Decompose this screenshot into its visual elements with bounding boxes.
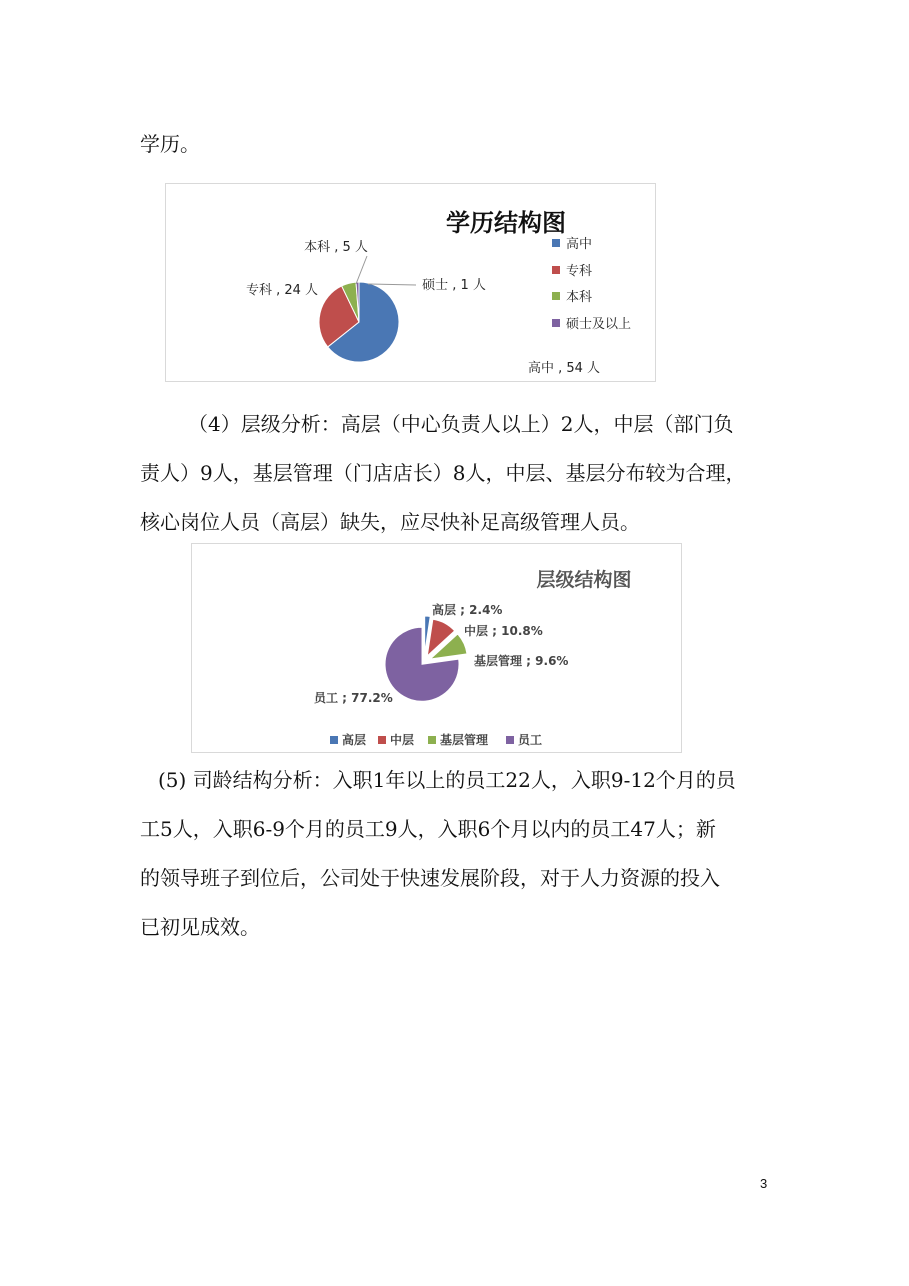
- education-legend: [552, 236, 631, 332]
- level-pie: [385, 616, 467, 701]
- paragraph-line: 责人）9人，基层管理（门店店长）8人，中层、基层分布较为合理，: [140, 461, 746, 485]
- legend-swatch-gaoceng: [330, 736, 338, 744]
- data-label-gaoceng: 高层 ; 2.4%: [432, 603, 503, 617]
- education-chart-title: 学历结构图: [446, 209, 566, 237]
- level-legend: [330, 732, 542, 747]
- pie-slice-yuangong: [385, 627, 459, 701]
- intro-text: [140, 120, 780, 169]
- legend-swatch-yuangong: [506, 736, 514, 744]
- education-pie: [319, 282, 399, 362]
- level-analysis-paragraph: [140, 400, 780, 547]
- legend-label-gaozhong: 高中: [566, 237, 593, 252]
- legend-swatch-zhuanke: [552, 266, 560, 274]
- data-label-jiceng: 基层管理 ; 9.6%: [474, 654, 569, 668]
- education-chart-svg: [166, 184, 655, 381]
- legend-label-jiceng: 基层管理: [440, 733, 489, 747]
- legend-swatch-benke: [552, 292, 560, 300]
- paragraph-line: 已初见成效。: [140, 915, 260, 939]
- paragraph-line: （4）层级分析：高层（中心负责人以上）2人，中层（部门负: [188, 412, 734, 436]
- legend-swatch-gaozhong: [552, 239, 560, 247]
- intro-line: 学历。: [140, 132, 200, 156]
- level-chart: [191, 543, 682, 753]
- leader-line-shuoshi: [368, 284, 416, 285]
- data-label-shuoshi: 硕士 , 1 人: [422, 278, 486, 293]
- paragraph-line: 的领导班子到位后，公司处于快速发展阶段，对于人力资源的投入: [140, 866, 720, 890]
- legend-label-zhongceng: 中层: [390, 733, 415, 747]
- paragraph-line: 核心岗位人员（高层）缺失，应尽快补足高级管理人员。: [140, 510, 640, 534]
- legend-label-gaoceng: 高层: [342, 733, 367, 747]
- data-label-zhongceng: 中层 ; 10.8%: [464, 624, 543, 638]
- legend-label-shuoshi: 硕士及以上: [566, 317, 632, 332]
- paragraph-line: (5) 司龄结构分析：入职1年以上的员工22人，入职9-12个月的员: [158, 768, 736, 792]
- tenure-analysis-paragraph: [140, 756, 780, 952]
- legend-label-zhuanke: 专科: [566, 264, 593, 279]
- data-label-benke: 本科 , 5 人: [304, 240, 368, 255]
- education-chart: [165, 183, 656, 382]
- level-chart-title: 层级结构图: [536, 569, 632, 591]
- legend-swatch-zhongceng: [378, 736, 386, 744]
- data-label-yuangong: 员工 ; 77.2%: [314, 691, 393, 705]
- page-number: 3: [760, 1176, 768, 1191]
- legend-swatch-jiceng: [428, 736, 436, 744]
- leader-line-benke: [356, 256, 367, 284]
- data-label-gaozhong: 高中 , 54 人: [527, 361, 601, 376]
- paragraph-line: 工5人，入职6-9个月的员工9人，入职6个月以内的员工47人；新: [140, 817, 716, 841]
- education-data-labels: [246, 239, 600, 376]
- legend-swatch-shuoshi: [552, 319, 560, 327]
- legend-label-benke: 本科: [566, 290, 593, 305]
- data-label-zhuanke: 专科 , 24 人: [245, 283, 319, 298]
- level-chart-svg: [192, 544, 681, 752]
- legend-label-yuangong: 员工: [518, 733, 543, 747]
